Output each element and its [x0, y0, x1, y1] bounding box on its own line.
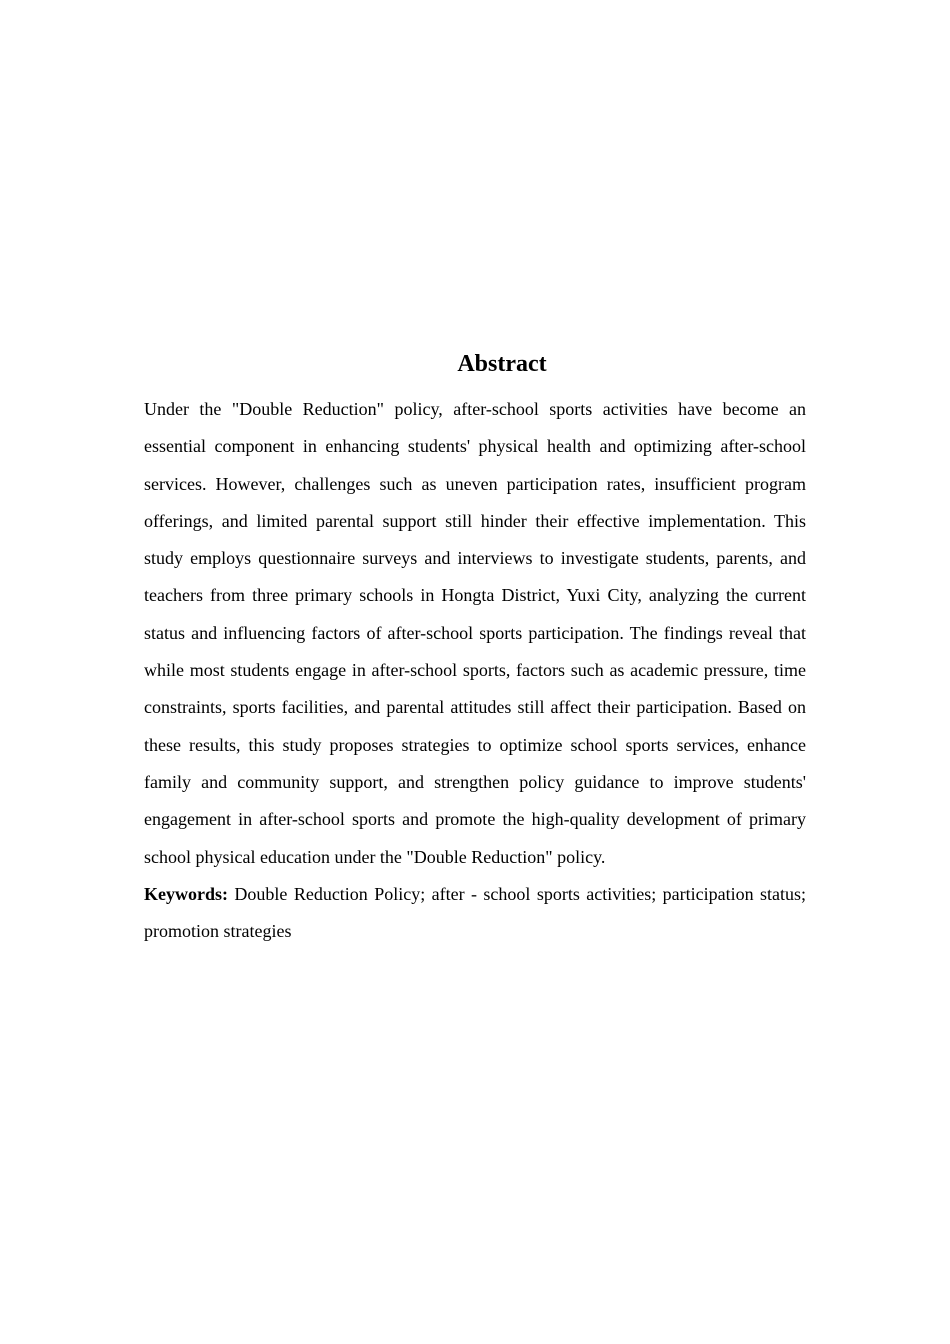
keywords-text: Double Reduction Policy; after - school sports activities; participation status; promotion strategies: [144, 883, 807, 942]
keywords-paragraph: [144, 876, 806, 951]
abstract-section: [144, 344, 806, 950]
abstract-title: Abstract: [457, 351, 547, 377]
keywords-label: Keywords:: [144, 883, 228, 904]
abstract-body: Under the "Double Reduction" policy, after-school sports activities have become an essential component in enhancing students' physical health and optimizing after-school services. However, challenges such as uneven participation rates, insufficient program offerings, and limited parental support still hinder their effective implementation. This study employs questionnaire surveys and interviews to investigate students, parents, and teachers from three primary schools in Hongta District, Yuxi City, analyzing the current status and influencing factors of after-school sports participation. The findings reveal that while most students engage in after-school sports, factors such as academic pressure, time constraints, sports facilities, and parental attitudes still affect their participation. Based on these results, this study proposes strategies to optimize school sports services, enhance family and community support, and strengthen policy guidance to improve students' engagement in after-school sports and promote the high-quality development of primary school physical education under the "Double Reduction" policy.: [144, 399, 806, 867]
